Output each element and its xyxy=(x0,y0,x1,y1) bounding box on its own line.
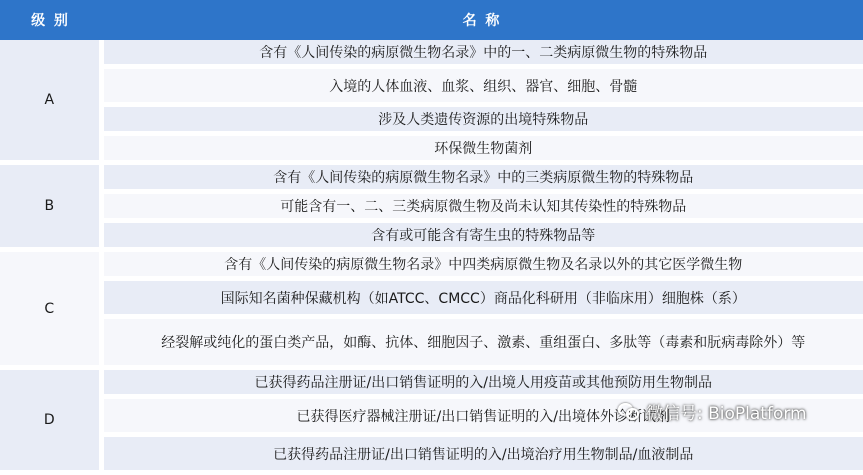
header-name: 名 称 xyxy=(101,0,863,40)
level-cell-c: C xyxy=(0,250,101,368)
table-row xyxy=(0,163,863,192)
item-cell: 环保微生物菌剂 xyxy=(101,134,863,163)
item-cell: 可能含有一、二、三类病原微生物及尚未认知其传染性的特殊物品 xyxy=(101,192,863,221)
table-row xyxy=(0,134,863,163)
header-level: 级 别 xyxy=(0,0,101,40)
wechat-icon xyxy=(618,403,638,419)
item-cell: 含有《人间传染的病原微生物名录》中四类病原微生物及名录以外的其它医学微生物 xyxy=(101,250,863,279)
table-row xyxy=(0,279,863,317)
level-cell-b: B xyxy=(0,163,101,250)
table-row xyxy=(0,250,863,279)
item-cell: 已获得医疗器械注册证/出口销售证明的入/出境体外诊断试剂 xyxy=(101,397,863,435)
table-row xyxy=(0,192,863,221)
table-row xyxy=(0,368,863,397)
level-cell-a: A xyxy=(0,40,101,163)
item-cell: 经裂解或纯化的蛋白类产品，如酶、抗体、细胞因子、激素、重组蛋白、多肽等（毒素和朊病毒除外）等 xyxy=(101,317,863,368)
item-cell: 涉及人类遗传资源的出境特殊物品 xyxy=(101,105,863,134)
table-header-row xyxy=(0,0,863,40)
table-row xyxy=(0,40,863,67)
table-row xyxy=(0,105,863,134)
table-row xyxy=(0,221,863,250)
table-row xyxy=(0,67,863,105)
item-cell: 含有《人间传染的病原微生物名录》中的三类病原微生物的特殊物品 xyxy=(101,163,863,192)
item-cell: 入境的人体血液、血浆、组织、器官、细胞、骨髓 xyxy=(101,67,863,105)
item-cell: 含有《人间传染的病原微生物名录》中的一、二类病原微生物的特殊物品 xyxy=(101,40,863,67)
table-row xyxy=(0,435,863,473)
watermark xyxy=(618,398,854,424)
level-cell-d: D xyxy=(0,368,101,473)
table-row xyxy=(0,317,863,368)
item-cell: 国际知名菌种保藏机构（如ATCC、CMCC）商品化科研用（非临床用）细胞株（系） xyxy=(101,279,863,317)
item-cell: 已获得药品注册证/出口销售证明的入/出境治疗用生物制品/血液制品 xyxy=(101,435,863,473)
watermark-text: 微信号: BioPlatform xyxy=(646,403,807,424)
item-cell: 已获得药品注册证/出口销售证明的入/出境人用疫苗或其他预防用生物制品 xyxy=(101,368,863,397)
item-cell: 含有或可能含有寄生虫的特殊物品等 xyxy=(101,221,863,250)
